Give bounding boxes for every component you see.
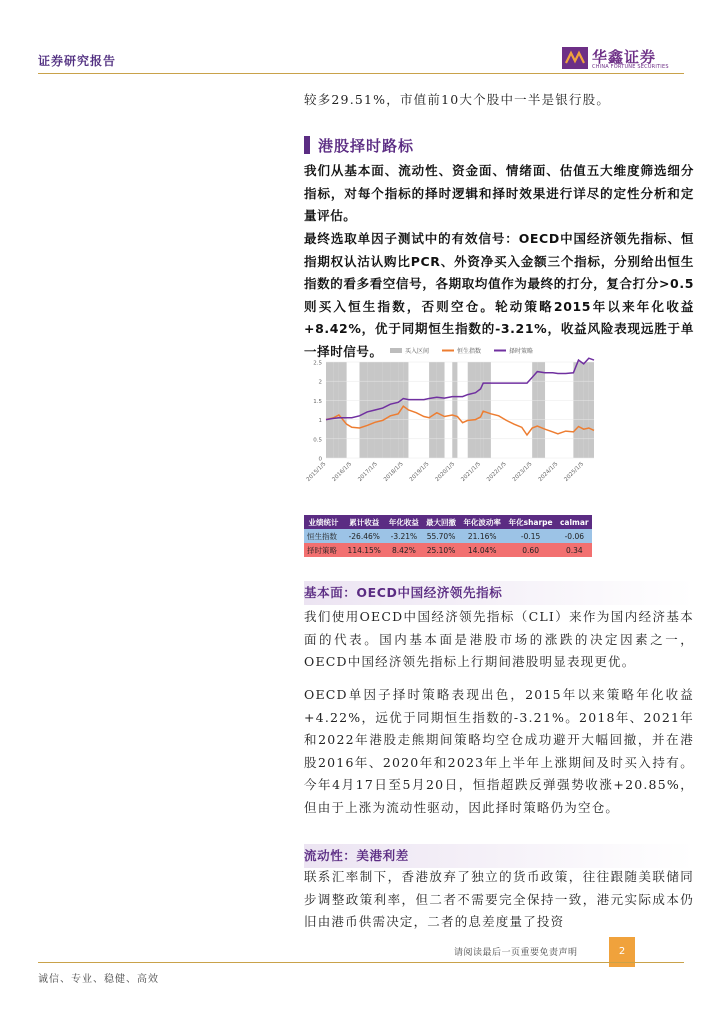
table-header-cell: 最大回撤 (422, 515, 459, 529)
buy-zone-band (589, 362, 594, 458)
section-title (304, 134, 414, 156)
buy-zone-band (383, 362, 391, 458)
report-type-label: 证券研究报告 (38, 54, 117, 68)
x-tick-label: 2015/1/5 (305, 461, 328, 483)
y-tick-label: 2.5 (313, 360, 322, 367)
x-tick-label: 2025/1/5 (563, 461, 586, 483)
table-cell: 0.60 (505, 543, 557, 557)
bold-paragraph-2: 最终选取单因子测试中的有效信号：OECD中国经济领先指标、恒指期权认沽认购比PCR、外资净买入金额三个指标，分别给出恒生指数的看多看空信号，各期取均值作为最终的打分，复合打分>0.5则买入恒生指数，否则空仓。轮动策略2015年以来年化收益+8.42%，优于同期恒生指数的-3.21%，收益风险表现远胜于单一择时信号。 (304, 231, 694, 359)
table-cell: -0.06 (557, 529, 592, 543)
x-tick-label: 2017/1/5 (357, 461, 379, 483)
table-cell: 8.42% (386, 543, 423, 557)
x-tick-label: 2020/1/5 (434, 461, 457, 483)
buy-zone-band (475, 362, 480, 458)
buy-zone-band (390, 362, 398, 458)
table-header-cell: 业绩统计 (304, 515, 343, 529)
y-tick-label: 0.5 (313, 437, 322, 444)
buy-zone-band (334, 362, 339, 458)
row-name: 择时策略 (304, 543, 343, 557)
x-tick-label: 2023/1/5 (511, 461, 534, 483)
table-header-cell: 累计收益 (343, 515, 386, 529)
buy-zone-band (468, 362, 476, 458)
x-tick-label: 2022/1/5 (486, 461, 508, 483)
row-name: 恒生指数 (304, 529, 343, 543)
legend-swatch (390, 348, 402, 353)
table-cell: 55.70% (422, 529, 459, 543)
table-cell: -26.46% (343, 529, 386, 543)
table-row-hsi (304, 529, 592, 543)
footer-slogan: 诚信、专业、稳健、高效 (38, 974, 159, 985)
table-cell: -3.21% (386, 529, 423, 543)
table-cell: 14.04% (460, 543, 505, 557)
header-divider (38, 73, 684, 74)
table-cell: 0.34 (557, 543, 592, 557)
buy-zone-band (481, 362, 484, 458)
buy-zone-band (429, 362, 437, 458)
table-header-cell: 年化sharpe (505, 515, 557, 529)
buy-zone-band (360, 362, 368, 458)
company-logo (562, 45, 682, 73)
footer-disclaimer: 请阅读最后一页重要免责声明 (454, 948, 578, 958)
y-tick-label: 0 (318, 456, 322, 463)
table-header-cell: 年化收益 (386, 515, 423, 529)
x-tick-label: 2021/1/5 (460, 461, 483, 483)
buy-zone-band (579, 362, 584, 458)
table-header-row (304, 515, 592, 529)
y-tick-label: 1 (318, 418, 322, 425)
legend-label: 买入区间 (405, 348, 430, 355)
logo-english-name: CHINA FORTUNE SECURITIES (592, 64, 669, 70)
legend-label: 恒生指数 (457, 348, 482, 355)
buy-zone-band (483, 362, 491, 458)
x-tick-label: 2019/1/5 (408, 461, 431, 483)
buy-zone-band (452, 362, 457, 458)
logo-mark-icon (562, 47, 588, 69)
x-tick-label: 2016/1/5 (331, 461, 354, 483)
buy-zone-band (584, 362, 589, 458)
footer-divider (38, 962, 684, 963)
buy-zone-band (326, 362, 334, 458)
table-cell: 21.16% (460, 529, 505, 543)
table-cell: 114.15% (343, 543, 386, 557)
table-cell: 25.10% (422, 543, 459, 557)
buy-zone-band (437, 362, 445, 458)
subsection-2-paragraph-1: 联系汇率制下，香港放弃了独立的货币政策，往往跟随美联储同步调整政策利率，但二者不需要完全保持一致，港元实际成本仍旧由港币供需决定，二者的息差度量了投资 (304, 869, 694, 929)
buy-zone-band (573, 362, 578, 458)
table-header-cell: 年化波动率 (460, 515, 505, 529)
timing-strategy-chart (304, 340, 596, 508)
subsection-1-paragraph-2: OECD单因子择时策略表现出色，2015年以来策略年化收益+4.22%，远优于同期恒生指数的-3.21%。2018年、2021年和2022年港股走熊期间策略均空仓成功避开大幅回撤，并在港股2016年、2020年和2023年上半年上涨期间及时买入持有。今年4月17日至5月20日，恒指超跌反弹强势收涨+20.85%，但由于上涨为流动性驱动，因此择时策略仍为空仓。 (304, 687, 694, 815)
page-number: 2 (609, 937, 635, 967)
chart-svg (304, 340, 596, 508)
table-row-strategy (304, 543, 592, 557)
y-tick-label: 2 (318, 379, 322, 386)
table-cell: -0.15 (505, 529, 557, 543)
subsection-1-title: 基本面：OECD中国经济领先指标 (304, 585, 503, 600)
bold-paragraph-1: 我们从基本面、流动性、资金面、情绪面、估值五大维度筛选细分指标，对每个指标的择时逻辑和择时效果进行详尽的定性分析和定量评估。 (304, 163, 694, 223)
logo-chinese-name: 华鑫证券 (592, 48, 657, 66)
table-header-cell: calmar (557, 515, 592, 529)
performance-table (304, 515, 592, 557)
legend-label: 择时策略 (509, 348, 534, 355)
y-tick-label: 1.5 (313, 398, 322, 405)
section-marker-icon (304, 136, 310, 154)
buy-zone-band (339, 362, 347, 458)
intro-line: 较多29.51%，市值前10大个股中一半是银行股。 (304, 92, 611, 107)
x-tick-label: 2024/1/5 (537, 461, 560, 483)
subsection-2-title: 流动性：美港利差 (304, 848, 409, 863)
section-title-text: 港股择时路标 (318, 136, 415, 155)
subsection-1-paragraph-1: 我们使用OECD中国经济领先指标（CLI）来作为国内经济基本面的代表。国内基本面是港股市场的涨跌的决定因素之一，OECD中国经济领先指标上行期间港股明显表现更优。 (304, 609, 694, 669)
x-tick-label: 2018/1/5 (383, 461, 405, 483)
buy-zone-band (537, 362, 545, 458)
